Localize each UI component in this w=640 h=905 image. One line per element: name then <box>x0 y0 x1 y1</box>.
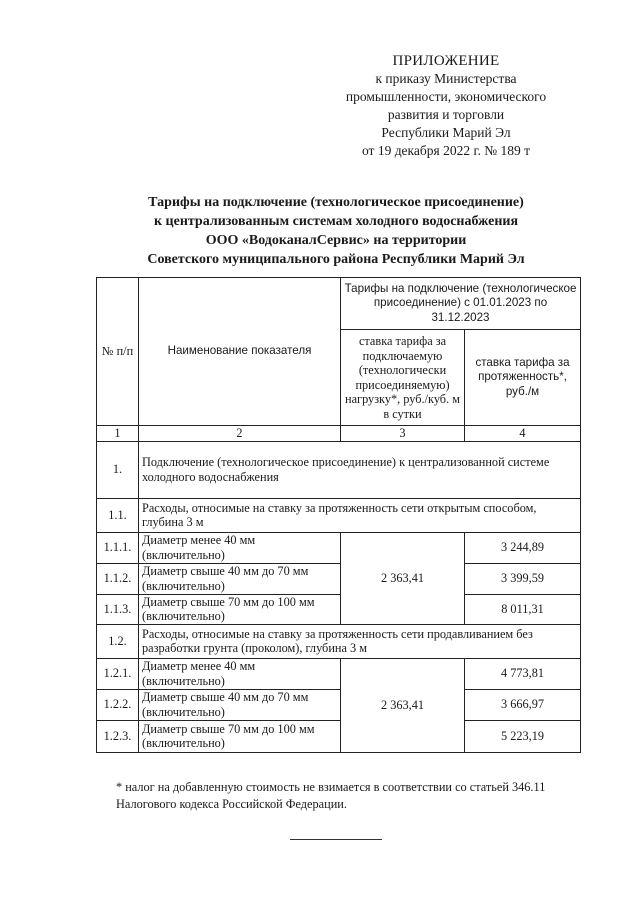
table-row <box>97 594 581 624</box>
footnote-line: * налог на добавленную стоимость не взимается в соответствии со статьей 346.11 <box>116 780 546 794</box>
row-num: 1.1.3. <box>97 594 139 624</box>
length-rate-value: 5 223,19 <box>465 720 581 752</box>
row-num: 1.1.1. <box>97 532 139 563</box>
row-name: Диаметр свыше 40 мм до 70 мм (включительно) <box>139 563 341 594</box>
column-number: 1 <box>97 426 139 442</box>
row-name: Диаметр менее 40 мм (включительно) <box>139 658 341 689</box>
table-row <box>97 441 581 498</box>
column-number: 3 <box>341 426 465 442</box>
row-num: 1.1. <box>97 498 139 532</box>
column-number-row <box>97 426 581 442</box>
table-row <box>97 498 581 532</box>
appendix-block <box>330 52 562 160</box>
row-name: Расходы, относимые на ставку за протяженность сети продавливанием без разработки грунта (проколом), глубина 3 м <box>139 624 581 658</box>
appendix-line: промышленности, экономического <box>345 89 547 104</box>
column-number: 4 <box>465 426 581 442</box>
row-num: 1.2.3. <box>97 720 139 752</box>
header-num: № п/п <box>97 278 139 426</box>
header-rate-length: ставка тарифа за протяженность*, руб./м <box>465 330 581 426</box>
load-rate-value: 2 363,41 <box>341 658 465 752</box>
row-name: Диаметр свыше 70 мм до 100 мм (включительно) <box>139 594 341 624</box>
appendix-heading: ПРИЛОЖЕНИЕ <box>392 53 500 69</box>
load-rate-value: 2 363,41 <box>341 532 465 624</box>
header-tariff-group: Тарифы на подключение (технологическое присоединение) с 01.01.2023 по 31.12.2023 <box>341 278 581 330</box>
row-num: 1.1.2. <box>97 563 139 594</box>
length-rate-value: 3 244,89 <box>465 532 581 563</box>
title-line: ООО «ВодоканалСервис» на территории <box>205 233 467 248</box>
row-name: Диаметр свыше 70 мм до 100 мм (включительно) <box>139 720 341 752</box>
row-name: Расходы, относимые на ставку за протяженность сети открытым способом, глубина 3 м <box>139 498 581 532</box>
document-title <box>80 193 592 269</box>
row-num: 1. <box>97 441 139 498</box>
table-row <box>97 563 581 594</box>
row-num: 1.2.2. <box>97 689 139 720</box>
column-number: 2 <box>139 426 341 442</box>
length-rate-value: 4 773,81 <box>465 658 581 689</box>
tariff-table <box>96 277 581 753</box>
table-row <box>97 532 581 563</box>
header-rate-load: ставка тарифа за подключаемую (технологически присоединяемую) нагрузку*, руб./куб. м в сутки <box>341 330 465 426</box>
table-row <box>97 689 581 720</box>
title-line: Советского муниципального района Республики Марий Эл <box>147 252 525 267</box>
row-num: 1.2.1. <box>97 658 139 689</box>
appendix-line: к приказу Министерства <box>375 71 517 86</box>
title-line: Тарифы на подключение (технологическое присоединение) <box>148 195 524 210</box>
appendix-line: развития и торговли <box>387 107 505 122</box>
appendix-line: от 19 декабря 2022 г. № 189 т <box>361 143 531 158</box>
header-name: Наименование показателя <box>139 278 341 426</box>
length-rate-value: 3 399,59 <box>465 563 581 594</box>
title-line: к централизованным системам холодного водоснабжения <box>153 214 519 229</box>
row-name: Диаметр свыше 40 мм до 70 мм (включительно) <box>139 689 341 720</box>
table-row <box>97 624 581 658</box>
table-row <box>97 658 581 689</box>
length-rate-value: 3 666,97 <box>465 689 581 720</box>
row-name: Подключение (технологическое присоединение) к централизованной системе холодного водоснабжения <box>139 441 581 498</box>
footnote <box>116 779 586 813</box>
appendix-line: Республики Марий Эл <box>381 125 511 140</box>
table-row <box>97 720 581 752</box>
row-num: 1.2. <box>97 624 139 658</box>
end-divider <box>290 839 382 840</box>
header-row <box>97 278 581 330</box>
footnote-line: Налогового кодекса Российской Федерации. <box>116 797 347 811</box>
length-rate-value: 8 011,31 <box>465 594 581 624</box>
row-name: Диаметр менее 40 мм (включительно) <box>139 532 341 563</box>
